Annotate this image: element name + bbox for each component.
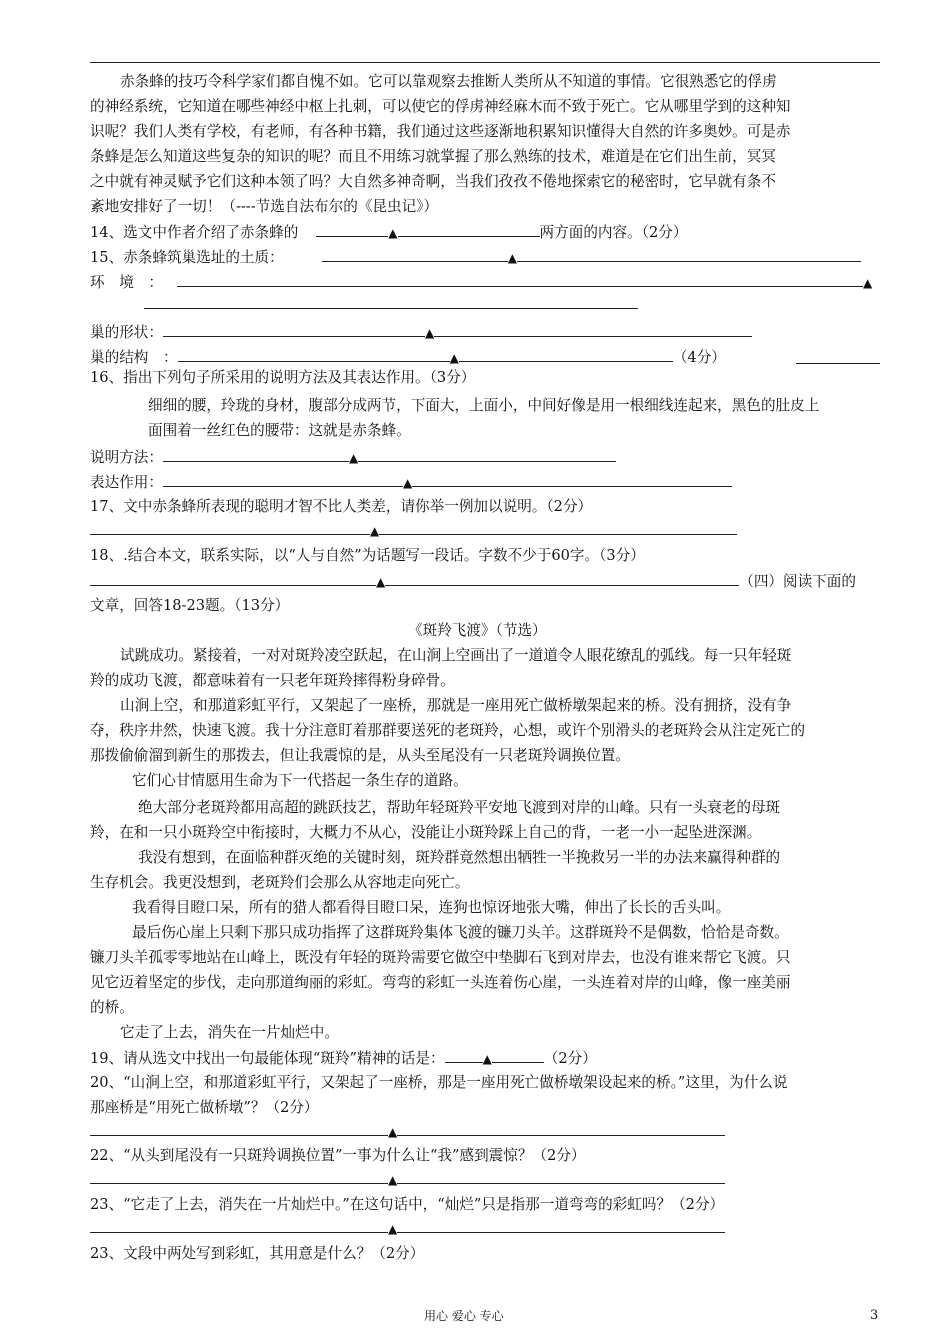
question-18: 18、.结合本文，联系实际，以“人与自然”为话题写一段话。字数不少于60字。（3分）: [90, 547, 645, 564]
passage1-line-3: 识呢？我们人类有学校，有老师，有各种书籍，我们通过这些逐渐地积累知识懂得大自然的许多奥妙。可是赤: [90, 123, 791, 140]
answer-blank-15-soil-b[interactable]: [517, 247, 861, 262]
question-17-answer: [90, 520, 737, 541]
passage1-line-2: 的神经系统，它知道在哪些神经中枢上扎刺，可以使它的俘虏神经麻木而不致于死亡。它从哪里学到的这种知: [90, 98, 791, 115]
answer-marker: ▲: [449, 351, 459, 365]
answer-blank-16-method-a[interactable]: [163, 447, 349, 462]
answer-blank-22a[interactable]: [90, 1169, 388, 1184]
answer-blank-15-extra[interactable]: [796, 363, 880, 364]
passage1-line-6: 紊地安排好了一切！（----节选自法布尔的《昆虫记》）: [90, 198, 439, 215]
question-20-line-2: 那座桥是“用死亡做桥墩”？（2分）: [90, 1099, 319, 1116]
answer-marker: ▲: [376, 575, 386, 589]
footer-motto: 用心 爱心 专心: [424, 1309, 504, 1323]
question-15-struct: [90, 347, 726, 368]
question-19-score: （2分）: [543, 1050, 597, 1067]
question-14-tail: 两方面的内容。（2分）: [539, 224, 688, 241]
passage1-line-5: 之中就有神灵赋予它们这种本领了吗？大自然多神奇啊，当我们孜孜不倦地探索它的秘密时，它早就有条不: [90, 173, 776, 190]
question-23b: 23、文段中两处写到彩虹，其用意是什么？（2分）: [90, 1245, 425, 1262]
answer-blank-14b[interactable]: [398, 222, 540, 237]
question-15-text: 15、赤条蜂筑巢选址的土质：: [90, 249, 284, 266]
answer-blank-20a[interactable]: [90, 1121, 388, 1136]
answer-marker: ▲: [402, 476, 413, 490]
answer-marker: ▲: [388, 1125, 398, 1139]
story-p2-line-1: 山涧上空，和那道彩虹平行，又架起了一座桥，那就是一座用死亡做桥墩架起来的桥。没有拥挤，没有争: [120, 697, 792, 714]
shape-label: 巢的形状：: [90, 324, 163, 341]
answer-blank-16-method-b[interactable]: [358, 447, 616, 462]
answer-blank-18b[interactable]: [385, 571, 739, 586]
story-p7-line-3: 见它迈着坚定的步伐，走向那道绚丽的彩虹。弯弯的彩虹一头连着伤心崖，一头连着对岸的山峰，像一座美丽: [90, 974, 791, 991]
question-15-shape: [90, 322, 752, 343]
page-number: 3: [870, 1308, 879, 1323]
question-15-score: （4分）: [672, 349, 726, 366]
question-16-quote-1: 细细的腰，玲珑的身材，腹部分成两节，下面大，上面小，中间好像是用一根细线连起来，黑色的肚皮上: [148, 397, 820, 414]
answer-marker: ▲: [507, 251, 517, 265]
answer-blank-15-soil-a[interactable]: [322, 247, 508, 262]
answer-blank-17a[interactable]: [90, 520, 370, 535]
passage1-line-1: 赤条蜂的技巧令科学家们都自愧不如。它可以靠观察去推断人类所从不知道的事情。它很熟悉它的俘虏: [120, 73, 777, 90]
story-p1-line-1: 试跳成功。紧接着，一对对斑羚凌空跃起，在山涧上空画出了一道道令人眼花缭乱的弧线。每一只年轻斑: [120, 647, 792, 664]
passage1-line-4: 条蜂是怎么知道这些复杂的知识的呢？而且不用练习就掌握了那么熟练的技术，难道是在它们出生前，冥冥: [90, 148, 776, 165]
section4-instruction: 文章，回答18-23题。（13分）: [90, 597, 290, 614]
story-p7-line-4: 的桥。: [90, 999, 134, 1016]
answer-blank-20b[interactable]: [397, 1121, 725, 1136]
answer-blank-15-env-b[interactable]: [144, 308, 638, 309]
story-p2-line-2: 夺，秩序井然，快速飞渡。我十分注意盯着那群要送死的老斑羚，心想，或许个别滑头的老斑羚会从注定死亡的: [90, 722, 806, 739]
answer-blank-17b[interactable]: [379, 520, 737, 535]
story-p6-line-1: 我看得目瞪口呆，所有的猎人都看得目瞪口呆，连狗也惊讶地张大嘴，伸出了长长的舌头叫。: [132, 899, 731, 916]
story-p8-line-1: 它走了上去，消失在一片灿烂中。: [120, 1024, 339, 1041]
story-p4-line-1: 绝大部分老斑羚都用高超的跳跃技艺，帮助年轻斑羚平安地飞渡到对岸的山峰。只有一头衰老的母斑: [138, 799, 781, 816]
story-title: 《斑羚飞渡》（节选）: [408, 622, 547, 639]
answer-marker: ▲: [424, 326, 435, 340]
answer-marker: ▲: [370, 524, 380, 538]
question-20-line-1: 20、“山涧上空，和那道彩虹平行，又架起了一座桥，那是一座用死亡做桥墩架设起来的桥。”这里，为什么说: [90, 1074, 788, 1091]
story-p7-line-2: 镰刀头羊孤零零地站在山峰上，既没有年轻的斑羚需要它做空中垫脚石飞到对岸去，也没有谁来帮它飞渡。只: [90, 949, 791, 966]
story-p5-line-1: 我没有想到，在面临种群灭绝的关键时刻，斑羚群竟然想出牺牲一半挽救另一半的办法来赢得种群的: [138, 849, 781, 866]
answer-marker: ▲: [388, 1222, 398, 1236]
struct-label: 巢的结构 ：: [90, 349, 178, 366]
story-p7-line-1: 最后伤心崖上只剩下那只成功指挥了这群斑羚集体飞渡的镰刀头羊。这群斑羚不是偶数，恰恰是奇数。: [132, 924, 789, 941]
question-15-env: [90, 272, 872, 293]
method-label: 说明方法：: [90, 449, 163, 466]
answer-blank-15-shape-a[interactable]: [163, 322, 425, 337]
question-18-answer: [90, 571, 856, 592]
answer-blank-15-struct-a[interactable]: [178, 347, 450, 362]
question-20-answer: [90, 1121, 725, 1142]
answer-blank-22b[interactable]: [397, 1169, 725, 1184]
question-19: [90, 1048, 597, 1069]
question-22: 22、“从头到尾没有一只斑羚调换位置”一事为什么让“我”感到震惊？（2分）: [90, 1147, 586, 1164]
answer-blank-18a[interactable]: [90, 571, 376, 586]
answer-blank-19b[interactable]: [492, 1048, 544, 1063]
question-16-quote-2: 面围着一丝红色的腰带：这就是赤条蜂。: [148, 422, 411, 439]
question-22-answer: [90, 1169, 725, 1190]
section4-heading: （四）阅读下面的: [739, 573, 856, 590]
question-17: 17、文中赤条蜂所表现的聪明才智不比人类差，请你举一例加以说明。（2分）: [90, 498, 593, 515]
answer-marker: ▲: [348, 451, 359, 465]
env-label: 环 境 ：: [90, 274, 163, 291]
answer-blank-15-shape-b[interactable]: [434, 322, 752, 337]
answer-blank-23a-b[interactable]: [397, 1218, 725, 1233]
answer-blank-23a-a[interactable]: [90, 1218, 388, 1233]
answer-blank-15-env-a[interactable]: [177, 272, 863, 287]
answer-blank-19a[interactable]: [445, 1048, 483, 1063]
answer-blank-14a[interactable]: [316, 222, 388, 237]
story-p2-line-3: 那拨偷偷溜到新生的那拨去，但让我震惊的是，从头至尾没有一只老斑羚调换位置。: [90, 747, 630, 764]
question-16-effect: [90, 472, 732, 493]
story-p1-line-2: 羚的成功飞渡，都意味着有一只老年斑羚摔得粉身碎骨。: [90, 672, 455, 689]
answer-blank-16-effect-a[interactable]: [163, 472, 403, 487]
header-rule: [90, 62, 880, 63]
answer-blank-15-struct-b[interactable]: [459, 347, 673, 362]
story-p4-line-2: 羚，在和一只小斑羚空中衔接时，大概力不从心，没能让小斑羚踩上自己的背，一老一小一起坠进深渊。: [90, 824, 762, 841]
question-19-text: 19、请从选文中找出一句最能体现“斑羚”精神的话是：: [90, 1050, 445, 1067]
story-p5-line-2: 生存机会。我更没想到，老斑羚们会那么从容地走向死亡。: [90, 874, 470, 891]
story-p3-line-1: 它们心甘情愿用生命为下一代搭起一条生存的道路。: [132, 772, 468, 789]
answer-marker: ▲: [388, 1173, 398, 1187]
question-16: 16、指出下列句子所采用的说明方法及其表达作用。（3分）: [90, 369, 476, 386]
question-14: [90, 222, 687, 243]
question-14-text: 14、选文中作者介绍了赤条蜂的: [90, 224, 299, 241]
question-23a-answer: [90, 1218, 725, 1239]
answer-marker: ▲: [388, 226, 398, 240]
question-16-method: [90, 447, 616, 468]
answer-marker: ▲: [482, 1052, 492, 1066]
answer-blank-16-effect-b[interactable]: [412, 472, 732, 487]
effect-label: 表达作用：: [90, 474, 163, 491]
question-23a: 23、“它走了上去，消失在一片灿烂中。”在这句话中，“灿烂”只是指那一道弯弯的彩虹吗？（2分）: [90, 1196, 725, 1213]
question-15: [90, 247, 861, 268]
answer-marker: ▲: [862, 276, 873, 290]
